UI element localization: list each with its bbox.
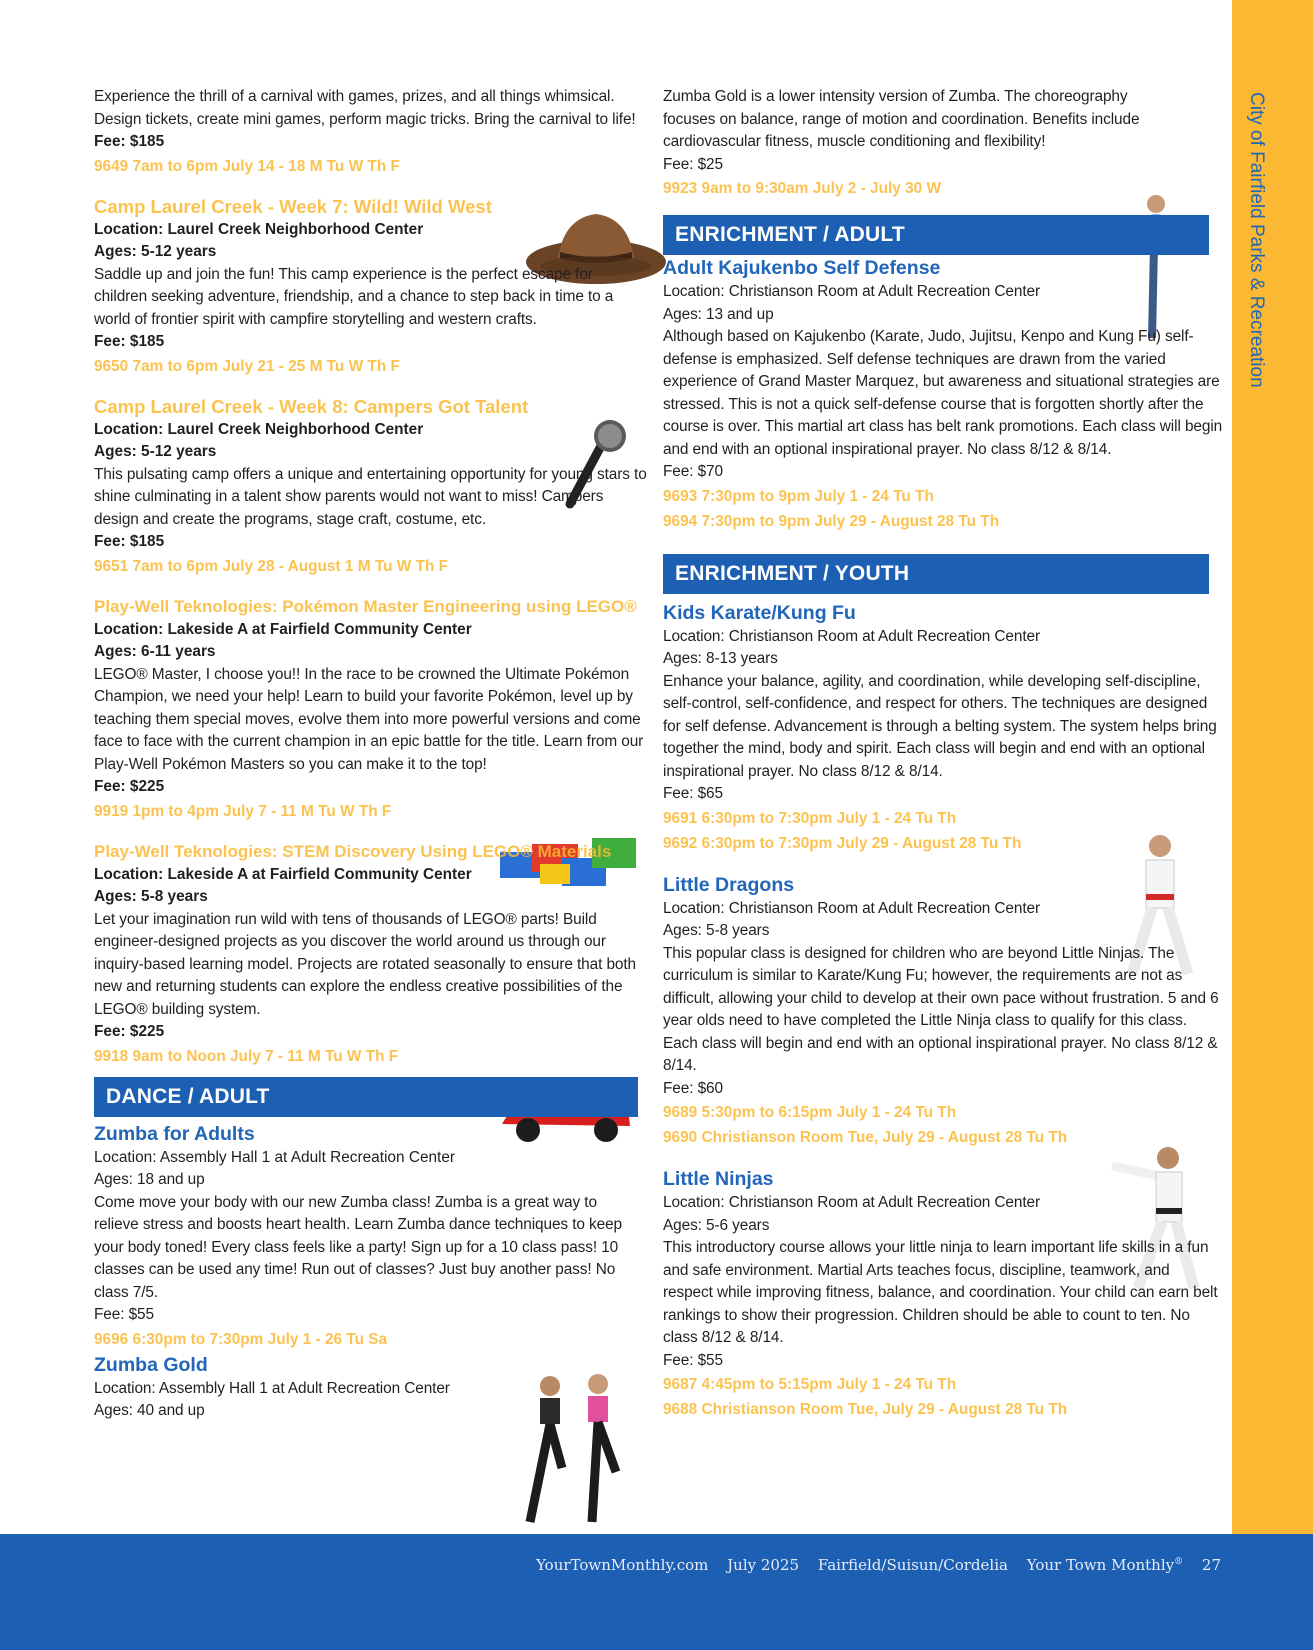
footer-trademark: ®	[1174, 1557, 1184, 1567]
zumba-gold-location: Location: Assembly Hall 1 at Adult Recreation Center	[94, 1379, 450, 1397]
footer-brand	[1027, 1556, 1183, 1574]
pokemon-description: LEGO® Master, I choose you!! In the race to be crowned the Ultimate Pokémon Champion, we need your help! Learn to build your favorite Pokémon, level up by teaching them special moves, evolve them into more powerful versions and come face to face with the current champion in an epic battle for the title. Learn from our Play-Well Pokémon Masters so you can make it to the top!	[94, 665, 644, 773]
dragons-session-1: 9689 5:30pm to 6:15pm July 1 - 24 Tu Th	[663, 1104, 957, 1121]
pokemon-location: Location: Lakeside A at Fairfield Community Center	[94, 620, 472, 638]
zumba-gold-title: Zumba Gold	[94, 1353, 208, 1376]
week8-location: Location: Laurel Creek Neighborhood Center	[94, 420, 424, 438]
kajukenbo-fee: Fee: $70	[663, 463, 723, 480]
dragons-ages: Ages: 5-8 years	[663, 922, 770, 939]
footer-date: July 2025	[727, 1556, 800, 1574]
pokemon-ages: Ages: 6-11 years	[94, 643, 216, 660]
kajukenbo-ages: Ages: 13 and up	[663, 305, 774, 323]
footer-brand-name: Your Town Monthly	[1026, 1556, 1175, 1574]
week7-location: Location: Laurel Creek Neighborhood Center	[94, 220, 424, 238]
zumba-ages: Ages: 18 and up	[94, 1171, 205, 1188]
ninjas-fee: Fee: $55	[663, 1351, 723, 1369]
sidebar-title: City of Fairfield Parks & Recreation	[1246, 92, 1267, 388]
week8-fee: Fee: $185	[94, 533, 165, 550]
week7-title: Camp Laurel Creek - Week 7: Wild! Wild West	[94, 195, 492, 217]
footer-page-number: 27	[1201, 1556, 1221, 1574]
stem-title: Play-Well Teknologies: STEM Discovery Using LEGO® Materials	[94, 841, 612, 861]
right-column	[663, 86, 1223, 1422]
karate-session-1: 9691 6:30pm to 7:30pm July 1 - 24 Tu Th	[663, 809, 957, 827]
carnival-fee: Fee: $185	[94, 133, 165, 150]
pokemon-fee: Fee: $225	[94, 778, 165, 795]
stem-location: Location: Lakeside A at Fairfield Community Center	[94, 865, 472, 883]
zumba-gold-session: 9923 9am to 9:30am July 2 - July 30 W	[663, 180, 942, 197]
ninjas-title: Little Ninjas	[663, 1168, 774, 1190]
stem-fee: Fee: $225	[94, 1023, 165, 1040]
zumba-gold-ages: Ages: 40 and up	[94, 1402, 205, 1419]
ninjas-session-2: 9688 Christianson Room Tue, July 29 - August 28 Tu Th	[663, 1401, 1068, 1418]
dragons-location: Location: Christianson Room at Adult Recreation Center	[663, 899, 1041, 917]
footer	[522, 1556, 1221, 1574]
enrichment-youth-band: ENRICHMENT / YOUTH	[663, 554, 1209, 594]
week7-ages: Ages: 5-12 years	[94, 243, 217, 260]
week7-session: 9650 7am to 6pm July 21 - 25 M Tu W Th F	[94, 357, 400, 375]
week7-description: Saddle up and join the fun! This camp experience is the perfect escape for children seeking adventure, friendship, and a chance to step back in time to a world of frontier spirit with campfire storytelling and western crafts.	[94, 265, 614, 328]
ninjas-location: Location: Christianson Room at Adult Recreation Center	[663, 1194, 1041, 1211]
ninjas-description: This introductory course allows your little ninja to learn important life skills in a fun and safe environment. Martial Arts teaches focus, discipline, teamwork, and respect while improving fitness, balance, and coordination. Your child can earn belt rankings to show their progression. Children should be able to count to ten. No class 8/12 & 8/14.	[663, 1239, 1218, 1346]
stem-description: Let your imagination run wild with tens of thousands of LEGO® parts! Build engineer-designed projects as you discover the world around us through our inquiry-based learning model. Projects are rotated seasonally to ensure that both new and returning students can explore the endless creative possibilities of the LEGO® building system.	[94, 910, 637, 1018]
carnival-description: Experience the thrill of a carnival with games, prizes, and all things whimsical. Design tickets, create mini games, perform magic tricks. Bring the carnival to life!	[94, 88, 636, 128]
kajukenbo-session-1: 9693 7:30pm to 9pm July 1 - 24 Tu Th	[663, 487, 934, 505]
karate-description: Enhance your balance, agility, and coordination, while developing self-discipline, self-control, self-confidence, and respect for others. The techniques are designed for self defense. Advancement is through a belting system. The system helps bring together the mind, body and spirit. Each class will begin and end with an optional inspirational prayer. No class 8/12 & 8/14.	[663, 672, 1217, 780]
dance-adult-band: DANCE / ADULT	[94, 1077, 638, 1117]
footer-band	[0, 1534, 1313, 1650]
zumba-description: Come move your body with our new Zumba class! Zumba is a great way to relieve stress and boosts heart health. Learn Zumba dance techniques to keep your body toned! Every class feels like a party! Sign up for a 10 class pass! 10 classes can be used any time! Run out of classes? Just buy another pass! No class 7/5.	[94, 1193, 622, 1301]
zumba-location: Location: Assembly Hall 1 at Adult Recreation Center	[94, 1148, 456, 1166]
zumba-fee: Fee: $55	[94, 1306, 154, 1323]
kajukenbo-session-2: 9694 7:30pm to 9pm July 29 - August 28 Tu Th	[663, 512, 1000, 530]
pokemon-session: 9919 1pm to 4pm July 7 - 11 M Tu W Th F	[94, 802, 392, 820]
week7-fee: Fee: $185	[94, 333, 165, 350]
dragons-session-2: 9690 Christianson Room Tue, July 29 - August 28 Tu Th	[663, 1129, 1068, 1146]
left-column	[94, 86, 650, 1423]
karate-location: Location: Christianson Room at Adult Recreation Center	[663, 627, 1041, 645]
karate-title: Kids Karate/Kung Fu	[663, 601, 856, 624]
ninjas-session-1: 9687 4:45pm to 5:15pm July 1 - 24 Tu Th	[663, 1376, 957, 1393]
pokemon-title: Play-Well Teknologies: Pokémon Master Engineering using LEGO®	[94, 596, 637, 616]
kajukenbo-description: Although based on Kajukenbo (Karate, Judo, Jujitsu, Kenpo and Kung Fu) self-defense is emphasized. Self defense techniques are drawn from the varied experience of Grand Master Marquez, but awareness and situational strategies are stressed. This is not a quick self-defense course that is forgotten shortly after the course is over. This martial art class has belt rank promotions. Each class will begin and end with an optional inspirational prayer. No class 8/12 & 8/14.	[663, 328, 1223, 458]
karate-fee: Fee: $65	[663, 785, 723, 802]
footer-area: Fairfield/Suisun/Cordelia	[817, 1556, 1008, 1574]
karate-session-2: 9692 6:30pm to 7:30pm July 29 - August 28 Tu Th	[663, 834, 1022, 852]
zumba-title: Zumba for Adults	[94, 1122, 255, 1145]
zumba-gold-description: Zumba Gold is a lower intensity version of Zumba. The choreography focuses on balance, range of motion and coordination. Benefits include cardiovascular fitness, muscle conditioning and flexibility!	[663, 88, 1140, 150]
dragons-description: This popular class is designed for children who are beyond Little Ninjas. The curriculum is similar to Karate/Kung Fu; however, the requirements are not as difficult, allowing your child to develop at their own pace without frustration. 5 and 6 year olds need to have completed the Little Ninja class to qualify for this class. Each class will begin and end with an optional inspirational prayer. No class 8/12 & 8/14.	[663, 944, 1219, 1074]
zumba-session: 9696 6:30pm to 7:30pm July 1 - 26 Tu Sa	[94, 1330, 388, 1348]
kajukenbo-location: Location: Christianson Room at Adult Recreation Center	[663, 283, 1041, 300]
week8-title: Camp Laurel Creek - Week 8: Campers Got Talent	[94, 395, 529, 417]
dragons-fee: Fee: $60	[663, 1079, 723, 1097]
week8-description: This pulsating camp offers a unique and entertaining opportunity for young stars to shine culminating in a talent show parents would not want to miss! Campers design and create the programs, stage craft, costume, etc.	[94, 465, 647, 528]
zumba-gold-fee: Fee: $25	[663, 155, 723, 173]
week8-ages: Ages: 5-12 years	[94, 443, 217, 460]
karate-ages: Ages: 8-13 years	[663, 650, 778, 667]
dragons-title: Little Dragons	[663, 873, 795, 896]
week8-session: 9651 7am to 6pm July 28 - August 1 M Tu W Th F	[94, 557, 449, 575]
footer-site-link[interactable]: YourTownMonthly.com	[536, 1556, 709, 1574]
stem-ages: Ages: 5-8 years	[94, 888, 208, 905]
kajukenbo-title: Adult Kajukenbo Self Defense	[663, 257, 941, 279]
ninjas-ages: Ages: 5-6 years	[663, 1216, 770, 1234]
stem-session: 9918 9am to Noon July 7 - 11 M Tu W Th F	[94, 1047, 399, 1065]
enrichment-adult-band: ENRICHMENT / ADULT	[663, 215, 1209, 255]
carnival-session: 9649 7am to 6pm July 14 - 18 M Tu W Th F	[94, 157, 400, 175]
